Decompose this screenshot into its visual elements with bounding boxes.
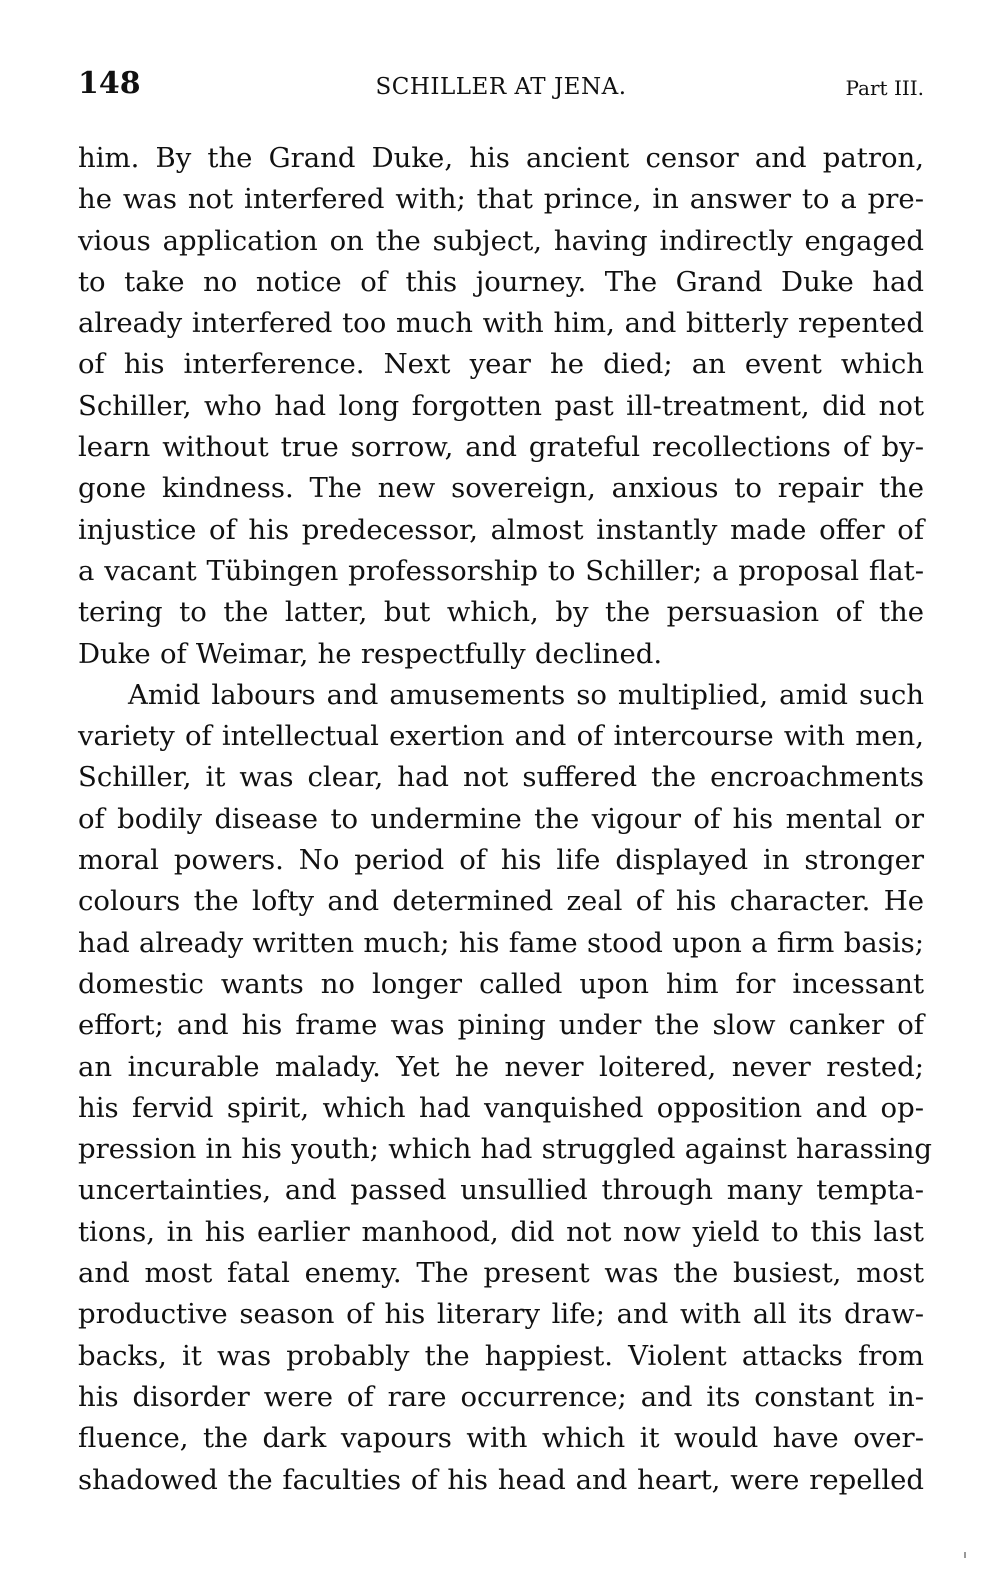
text-line: Amid labours and amusements so multiplied, amid such bbox=[128, 678, 924, 711]
page-header bbox=[78, 66, 924, 106]
text-line: him. By the Grand Duke, his ancient censor and patron, bbox=[78, 142, 924, 174]
text-line: a vacant Tübingen professorship to Schiller; a proposal flat- bbox=[78, 554, 924, 587]
text-line: effort; and his frame was pining under the slow canker of bbox=[78, 1009, 924, 1042]
text-line: he was not interfered with; that prince, in answer to a pre- bbox=[78, 183, 924, 216]
text-line: productive season of his literary life; and with all its draw- bbox=[78, 1298, 924, 1331]
page-number: 148 bbox=[78, 66, 141, 101]
text-line: backs, it was probably the happiest. Violent attacks from bbox=[78, 1339, 924, 1372]
text-line: Duke of Weimar, he respectfully declined. bbox=[78, 637, 663, 670]
text-line: of his interference. Next year he died; an event which bbox=[78, 348, 924, 381]
text-line: already interfered too much with him, and bitterly repented bbox=[78, 307, 924, 340]
text-line: tering to the latter, but which, by the persuasion of the bbox=[78, 596, 924, 629]
part-label: Part III. bbox=[845, 76, 924, 100]
text-line: and most fatal enemy. The present was the busiest, most bbox=[78, 1257, 924, 1290]
text-line: an incurable malady. Yet he never loitered, never rested; bbox=[78, 1050, 924, 1083]
text-line: Schiller, it was clear, had not suffered the encroachments bbox=[78, 761, 924, 794]
text-line: had already written much; his fame stood upon a firm basis; bbox=[78, 926, 924, 959]
text-line: fluence, the dark vapours with which it would have over- bbox=[78, 1422, 924, 1455]
text-line: variety of intellectual exertion and of intercourse with men, bbox=[78, 720, 924, 753]
text-line: of bodily disease to undermine the vigour of his mental or bbox=[78, 802, 924, 835]
text-line: uncertainties, and passed unsullied through many tempta- bbox=[78, 1174, 924, 1207]
text-line: domestic wants no longer called upon him for incessant bbox=[78, 967, 924, 1000]
text-line: his disorder were of rare occurrence; and its constant in- bbox=[78, 1380, 924, 1413]
text-line: shadowed the faculties of his head and heart, were repelled bbox=[78, 1463, 924, 1496]
text-line: gone kindness. The new sovereign, anxious to repair the bbox=[78, 472, 924, 505]
text-line: colours the lofty and determined zeal of his character. He bbox=[78, 885, 924, 918]
text-line: tions, in his earlier manhood, did not now yield to this last bbox=[78, 1215, 924, 1248]
text-line: to take no notice of this journey. The Grand Duke had bbox=[78, 265, 924, 298]
text-line: learn without true sorrow, and grateful recollections of by- bbox=[78, 431, 924, 464]
text-line: his fervid spirit, which had vanquished opposition and op- bbox=[78, 1091, 924, 1124]
text-line: Schiller, who had long forgotten past ill-treatment, did not bbox=[78, 389, 924, 422]
text-line: moral powers. No period of his life displayed in stronger bbox=[78, 844, 924, 877]
running-title: SCHILLER AT JENA. bbox=[375, 74, 627, 100]
text-line: injustice of his predecessor, almost instantly made offer of bbox=[78, 513, 924, 546]
scan-speck bbox=[964, 1552, 966, 1558]
body-text bbox=[78, 138, 933, 1501]
text-line: pression in his youth; which had struggled against harassing bbox=[78, 1133, 933, 1166]
text-line: vious application on the subject, having indirectly engaged bbox=[78, 224, 924, 257]
